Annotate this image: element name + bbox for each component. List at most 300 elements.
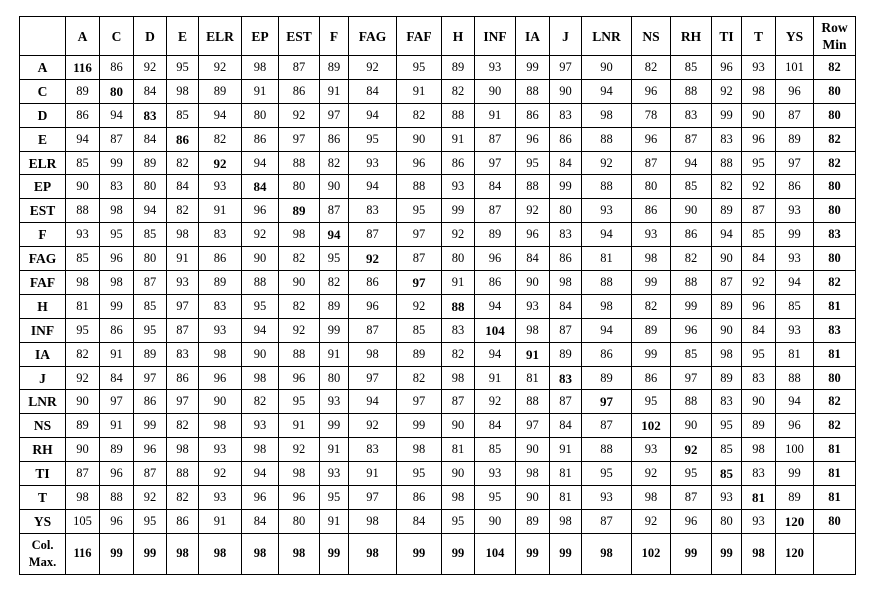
table-cell: 86 xyxy=(550,127,582,151)
table-cell: 93 xyxy=(632,438,671,462)
table-cell: 88 xyxy=(671,390,712,414)
table-cell: 99 xyxy=(516,56,550,80)
table-cell: 95 xyxy=(582,462,632,486)
table-cell: 93 xyxy=(442,175,475,199)
table-cell: 96 xyxy=(242,486,279,510)
table-cell: 98 xyxy=(66,486,100,510)
table-cell: 90 xyxy=(66,390,100,414)
column-header: YS xyxy=(776,17,814,56)
table-cell: 92 xyxy=(279,438,320,462)
table-cell: 98 xyxy=(242,366,279,390)
diagonal-cell: 104 xyxy=(475,318,516,342)
col-max-cell: 99 xyxy=(516,533,550,574)
diagonal-cell: 83 xyxy=(550,366,582,390)
table-cell: 90 xyxy=(475,79,516,103)
table-cell: 90 xyxy=(442,462,475,486)
table-cell: 93 xyxy=(712,486,742,510)
table-cell: 86 xyxy=(349,271,397,295)
table-cell: 92 xyxy=(279,318,320,342)
table-cell: 86 xyxy=(671,223,712,247)
table-cell: 95 xyxy=(320,486,349,510)
table-cell: 83 xyxy=(742,462,776,486)
table-cell: 81 xyxy=(516,366,550,390)
row-label: H xyxy=(20,294,66,318)
table-cell: 92 xyxy=(134,56,167,80)
diagonal-cell: 97 xyxy=(397,271,442,295)
table-cell: 98 xyxy=(349,509,397,533)
table-cell: 80 xyxy=(442,247,475,271)
table-cell: 92 xyxy=(279,103,320,127)
table-cell: 90 xyxy=(516,271,550,295)
row-min-cell: 82 xyxy=(814,56,856,80)
table-cell: 89 xyxy=(442,56,475,80)
table-cell: 93 xyxy=(742,509,776,533)
table-cell: 101 xyxy=(776,56,814,80)
table-cell: 92 xyxy=(632,462,671,486)
table-cell: 97 xyxy=(550,56,582,80)
table-cell: 95 xyxy=(167,56,199,80)
table-cell: 99 xyxy=(776,462,814,486)
table-row xyxy=(20,438,856,462)
header-row xyxy=(20,17,856,56)
row-min-cell: 82 xyxy=(814,151,856,175)
table-cell: 93 xyxy=(349,151,397,175)
table-cell: 91 xyxy=(320,79,349,103)
table-cell: 80 xyxy=(279,509,320,533)
table-cell: 80 xyxy=(134,247,167,271)
table-cell: 82 xyxy=(442,342,475,366)
row-min-cell: 82 xyxy=(814,390,856,414)
table-cell: 96 xyxy=(475,247,516,271)
table-cell: 85 xyxy=(671,342,712,366)
table-cell: 95 xyxy=(632,390,671,414)
table-cell: 97 xyxy=(320,103,349,127)
column-header: D xyxy=(134,17,167,56)
table-cell: 90 xyxy=(742,103,776,127)
column-header: FAF xyxy=(397,17,442,56)
table-cell: 97 xyxy=(776,151,814,175)
table-cell: 91 xyxy=(475,103,516,127)
table-cell: 94 xyxy=(242,318,279,342)
table-cell: 96 xyxy=(742,127,776,151)
table-cell: 96 xyxy=(100,509,134,533)
table-cell: 94 xyxy=(776,271,814,295)
table-cell: 85 xyxy=(776,294,814,318)
table-cell: 85 xyxy=(66,247,100,271)
table-cell: 82 xyxy=(632,294,671,318)
table-cell: 87 xyxy=(134,271,167,295)
table-cell: 99 xyxy=(442,199,475,223)
table-cell: 92 xyxy=(516,199,550,223)
table-cell: 84 xyxy=(167,175,199,199)
row-min-cell: 81 xyxy=(814,486,856,510)
table-cell: 95 xyxy=(397,199,442,223)
row-min-cell: 81 xyxy=(814,342,856,366)
table-cell: 84 xyxy=(134,127,167,151)
table-cell: 84 xyxy=(516,247,550,271)
table-row xyxy=(20,486,856,510)
table-cell: 81 xyxy=(442,438,475,462)
table-cell: 89 xyxy=(516,509,550,533)
row-label: A xyxy=(20,56,66,80)
col-max-cell: 102 xyxy=(632,533,671,574)
table-cell: 94 xyxy=(582,318,632,342)
table-cell: 88 xyxy=(582,175,632,199)
table-cell: 83 xyxy=(550,103,582,127)
table-cell: 89 xyxy=(776,127,814,151)
table-cell: 86 xyxy=(100,318,134,342)
table-cell: 88 xyxy=(671,271,712,295)
row-min-header-text xyxy=(821,19,847,53)
col-max-cell: 98 xyxy=(742,533,776,574)
table-cell: 95 xyxy=(742,151,776,175)
table-cell: 90 xyxy=(66,438,100,462)
table-cell: 82 xyxy=(442,79,475,103)
table-cell: 100 xyxy=(776,438,814,462)
table-cell: 90 xyxy=(712,318,742,342)
table-cell: 82 xyxy=(632,56,671,80)
table-cell: 96 xyxy=(100,247,134,271)
table-cell: 82 xyxy=(66,342,100,366)
table-cell: 89 xyxy=(712,366,742,390)
row-min-cell: 82 xyxy=(814,127,856,151)
table-row xyxy=(20,79,856,103)
table-cell: 98 xyxy=(349,342,397,366)
table-cell: 91 xyxy=(320,342,349,366)
table-cell: 98 xyxy=(712,342,742,366)
diagonal-cell: 88 xyxy=(442,294,475,318)
table-cell: 96 xyxy=(397,151,442,175)
table-cell: 83 xyxy=(712,390,742,414)
table-cell: 96 xyxy=(279,366,320,390)
table-cell: 92 xyxy=(199,462,242,486)
table-cell: 90 xyxy=(475,509,516,533)
table-cell: 96 xyxy=(199,366,242,390)
table-cell: 98 xyxy=(632,247,671,271)
col-max-cell: 98 xyxy=(242,533,279,574)
column-header: EP xyxy=(242,17,279,56)
table-cell: 93 xyxy=(516,294,550,318)
table-cell: 97 xyxy=(349,486,397,510)
table-cell: 91 xyxy=(550,438,582,462)
table-cell: 83 xyxy=(671,103,712,127)
row-min-header xyxy=(814,17,856,56)
table-cell: 95 xyxy=(742,342,776,366)
table-cell: 87 xyxy=(475,127,516,151)
table-cell: 87 xyxy=(550,390,582,414)
table-cell: 88 xyxy=(100,486,134,510)
row-label: ELR xyxy=(20,151,66,175)
table-cell: 90 xyxy=(582,56,632,80)
table-cell: 89 xyxy=(320,294,349,318)
table-body xyxy=(20,17,856,575)
table-cell: 99 xyxy=(550,175,582,199)
table-cell: 89 xyxy=(66,414,100,438)
table-row xyxy=(20,223,856,247)
row-min-cell: 80 xyxy=(814,103,856,127)
column-header: LNR xyxy=(582,17,632,56)
table-cell: 87 xyxy=(279,56,320,80)
table-cell: 80 xyxy=(632,175,671,199)
column-header: C xyxy=(100,17,134,56)
col-max-cell: 98 xyxy=(167,533,199,574)
diagonal-cell: 102 xyxy=(632,414,671,438)
table-cell: 98 xyxy=(742,79,776,103)
column-header: INF xyxy=(475,17,516,56)
table-cell: 96 xyxy=(242,199,279,223)
table-cell: 96 xyxy=(279,486,320,510)
table-cell: 88 xyxy=(582,438,632,462)
table-cell: 93 xyxy=(167,271,199,295)
table-cell: 85 xyxy=(712,438,742,462)
table-cell: 93 xyxy=(742,56,776,80)
table-cell: 84 xyxy=(242,509,279,533)
row-min-cell: 80 xyxy=(814,366,856,390)
table-cell: 85 xyxy=(66,151,100,175)
column-header: ELR xyxy=(199,17,242,56)
table-cell: 95 xyxy=(320,247,349,271)
diagonal-cell: 92 xyxy=(671,438,712,462)
row-label: EP xyxy=(20,175,66,199)
table-cell: 93 xyxy=(776,199,814,223)
table-cell: 89 xyxy=(66,79,100,103)
table-cell: 84 xyxy=(349,79,397,103)
diagonal-cell: 86 xyxy=(167,127,199,151)
table-cell: 91 xyxy=(320,509,349,533)
table-cell: 81 xyxy=(582,247,632,271)
table-cell: 81 xyxy=(776,342,814,366)
table-cell: 98 xyxy=(242,56,279,80)
table-cell: 89 xyxy=(397,342,442,366)
table-cell: 93 xyxy=(582,199,632,223)
col-max-cell: 98 xyxy=(279,533,320,574)
table-cell: 86 xyxy=(100,56,134,80)
table-cell: 98 xyxy=(550,271,582,295)
row-min-cell: 81 xyxy=(814,462,856,486)
table-cell: 96 xyxy=(516,223,550,247)
col-max-cell: 104 xyxy=(475,533,516,574)
table-cell: 86 xyxy=(134,390,167,414)
table-cell: 87 xyxy=(397,247,442,271)
table-cell: 86 xyxy=(199,247,242,271)
table-cell: 94 xyxy=(582,223,632,247)
table-cell: 84 xyxy=(397,509,442,533)
row-min-cell: 83 xyxy=(814,223,856,247)
table-row xyxy=(20,294,856,318)
table-cell: 95 xyxy=(516,151,550,175)
table-cell: 98 xyxy=(242,438,279,462)
column-header: NS xyxy=(632,17,671,56)
col-max-cell: 99 xyxy=(397,533,442,574)
table-cell: 98 xyxy=(582,294,632,318)
table-cell: 82 xyxy=(167,414,199,438)
table-cell: 95 xyxy=(134,318,167,342)
table-cell: 88 xyxy=(242,271,279,295)
table-cell: 82 xyxy=(167,486,199,510)
row-label: LNR xyxy=(20,390,66,414)
table-cell: 99 xyxy=(632,342,671,366)
row-min-cell: 80 xyxy=(814,509,856,533)
table-cell: 84 xyxy=(742,318,776,342)
table-cell: 87 xyxy=(671,127,712,151)
row-min-cell: 80 xyxy=(814,199,856,223)
table-cell: 91 xyxy=(442,127,475,151)
row-label: E xyxy=(20,127,66,151)
table-cell: 91 xyxy=(442,271,475,295)
table-cell: 97 xyxy=(397,390,442,414)
table-cell: 82 xyxy=(397,366,442,390)
table-cell: 93 xyxy=(199,438,242,462)
table-cell: 96 xyxy=(632,79,671,103)
table-cell: 99 xyxy=(397,414,442,438)
table-cell: 98 xyxy=(66,271,100,295)
table-cell: 98 xyxy=(442,366,475,390)
table-cell: 95 xyxy=(397,56,442,80)
table-cell: 89 xyxy=(742,414,776,438)
table-cell: 87 xyxy=(100,127,134,151)
diagonal-cell: 89 xyxy=(279,199,320,223)
table-cell: 94 xyxy=(349,390,397,414)
table-cell: 87 xyxy=(134,462,167,486)
table-cell: 96 xyxy=(516,127,550,151)
table-cell: 96 xyxy=(349,294,397,318)
table-cell: 87 xyxy=(320,199,349,223)
table-cell: 85 xyxy=(475,438,516,462)
table-cell: 87 xyxy=(582,414,632,438)
row-min-cell: 81 xyxy=(814,438,856,462)
diagonal-cell: 92 xyxy=(349,247,397,271)
table-cell: 82 xyxy=(320,271,349,295)
table-cell: 99 xyxy=(776,223,814,247)
table-cell: 98 xyxy=(100,271,134,295)
table-row xyxy=(20,509,856,533)
table-cell: 97 xyxy=(279,127,320,151)
table-cell: 90 xyxy=(742,390,776,414)
row-label: FAF xyxy=(20,271,66,295)
table-cell: 83 xyxy=(199,223,242,247)
table-cell: 86 xyxy=(475,271,516,295)
diagonal-cell: 116 xyxy=(66,56,100,80)
table-cell: 90 xyxy=(320,175,349,199)
table-cell: 90 xyxy=(242,247,279,271)
corner-cell xyxy=(20,17,66,56)
table-cell: 93 xyxy=(199,318,242,342)
table-cell: 98 xyxy=(199,414,242,438)
diagonal-cell: 85 xyxy=(712,462,742,486)
table-cell: 92 xyxy=(349,56,397,80)
col-max-label-text xyxy=(29,537,56,571)
table-cell: 90 xyxy=(279,271,320,295)
col-max-cell: 98 xyxy=(199,533,242,574)
table-cell: 98 xyxy=(199,342,242,366)
table-cell: 95 xyxy=(397,462,442,486)
row-label: IA xyxy=(20,342,66,366)
table-cell: 86 xyxy=(632,199,671,223)
table-cell: 93 xyxy=(242,414,279,438)
table-cell: 94 xyxy=(134,199,167,223)
row-label: INF xyxy=(20,318,66,342)
table-cell: 80 xyxy=(712,509,742,533)
table-cell: 105 xyxy=(66,509,100,533)
table-cell: 96 xyxy=(100,462,134,486)
table-cell: 98 xyxy=(167,438,199,462)
table-cell: 94 xyxy=(349,175,397,199)
table-cell: 90 xyxy=(397,127,442,151)
table-cell: 99 xyxy=(320,318,349,342)
table-cell: 96 xyxy=(712,56,742,80)
diagonal-cell: 120 xyxy=(776,509,814,533)
table-cell: 90 xyxy=(671,414,712,438)
table-cell: 98 xyxy=(742,438,776,462)
col-max-label-line: Max. xyxy=(28,554,57,569)
table-row xyxy=(20,247,856,271)
table-cell: 83 xyxy=(349,199,397,223)
table-cell: 89 xyxy=(475,223,516,247)
row-min-cell: 82 xyxy=(814,414,856,438)
table-cell: 94 xyxy=(776,390,814,414)
column-header: E xyxy=(167,17,199,56)
table-cell: 85 xyxy=(397,318,442,342)
table-cell: 85 xyxy=(742,223,776,247)
table-cell: 95 xyxy=(442,509,475,533)
table-cell: 81 xyxy=(550,486,582,510)
confusion-matrix-table xyxy=(19,16,856,575)
table-cell: 91 xyxy=(100,342,134,366)
table-row xyxy=(20,271,856,295)
table-cell: 92 xyxy=(442,223,475,247)
table-cell: 96 xyxy=(776,414,814,438)
table-cell: 97 xyxy=(167,294,199,318)
table-cell: 80 xyxy=(320,366,349,390)
table-row xyxy=(20,199,856,223)
table-cell: 82 xyxy=(199,127,242,151)
table-cell: 97 xyxy=(397,223,442,247)
table-cell: 96 xyxy=(134,438,167,462)
row-min-cell: 80 xyxy=(814,79,856,103)
table-cell: 90 xyxy=(712,247,742,271)
table-cell: 90 xyxy=(66,175,100,199)
table-cell: 91 xyxy=(475,366,516,390)
table-cell: 91 xyxy=(397,79,442,103)
table-cell: 96 xyxy=(671,509,712,533)
table-cell: 82 xyxy=(279,294,320,318)
table-cell: 86 xyxy=(442,151,475,175)
table-cell: 82 xyxy=(242,390,279,414)
column-header: T xyxy=(742,17,776,56)
table-cell: 94 xyxy=(475,342,516,366)
row-min-cell: 80 xyxy=(814,175,856,199)
table-cell: 99 xyxy=(100,294,134,318)
col-max-cell: 116 xyxy=(66,533,100,574)
table-cell: 85 xyxy=(671,175,712,199)
table-cell: 86 xyxy=(550,247,582,271)
table-cell: 83 xyxy=(712,127,742,151)
table-cell: 94 xyxy=(671,151,712,175)
table-cell: 98 xyxy=(279,223,320,247)
table-row xyxy=(20,56,856,80)
table-cell: 88 xyxy=(397,175,442,199)
table-cell: 98 xyxy=(632,486,671,510)
table-cell: 94 xyxy=(100,103,134,127)
table-cell: 98 xyxy=(167,223,199,247)
col-max-cell: 99 xyxy=(320,533,349,574)
table-cell: 89 xyxy=(632,318,671,342)
table-cell: 94 xyxy=(712,223,742,247)
table-cell: 82 xyxy=(397,103,442,127)
table-cell: 88 xyxy=(516,175,550,199)
table-cell: 95 xyxy=(279,390,320,414)
table-cell: 88 xyxy=(582,127,632,151)
